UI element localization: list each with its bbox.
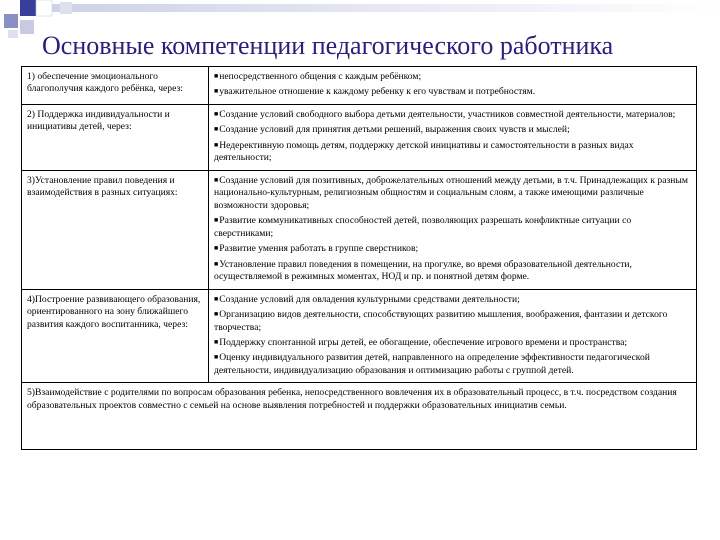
list-item: ■Развитие коммуникативных способностей детей, позволяющих разрешать конфликтные ситуации со сверстниками; bbox=[214, 215, 632, 239]
row-items bbox=[209, 104, 697, 170]
list-item: ■Поддержку спонтанной игры детей, ее обогащение, обеспечение игрового времени и пространства; bbox=[214, 336, 628, 348]
square-bullet-icon: ■ bbox=[214, 140, 219, 149]
list-item: ■Развитие умения работать в группе сверстников; bbox=[214, 243, 419, 255]
square-bullet-icon: ■ bbox=[214, 337, 219, 346]
square-bullet-icon: ■ bbox=[214, 109, 219, 118]
square-bullet-icon: ■ bbox=[214, 72, 219, 80]
table-row bbox=[22, 289, 697, 383]
square-bullet-icon: ■ bbox=[214, 125, 219, 134]
table-row bbox=[22, 383, 697, 450]
list-item: ■Недерективную помощь детям, поддержку детской инициативы и самостоятельности в разных видах деятельности; bbox=[214, 139, 634, 164]
row-label: 4)Построение развивающего образования, ориентированного на зону ближайшего развития каждого воспитанника, через: bbox=[22, 289, 209, 383]
competencies-table bbox=[21, 66, 697, 450]
row-label: 1) обеспечение эмоционального благополучия каждого ребёнка, через: bbox=[22, 67, 209, 105]
list-item: ■непосредственного общения с каждым ребёнком; bbox=[214, 71, 422, 82]
row-items bbox=[209, 289, 697, 383]
square-bullet-icon: ■ bbox=[214, 294, 219, 303]
square-bullet-icon: ■ bbox=[214, 244, 219, 253]
square-bullet-icon: ■ bbox=[214, 87, 219, 96]
table-row bbox=[22, 104, 697, 170]
square-bullet-icon: ■ bbox=[214, 353, 219, 362]
table-row bbox=[22, 67, 697, 105]
list-item: ■Создание условий для овладения культурными средствами деятельности; bbox=[214, 293, 520, 305]
table-row bbox=[22, 170, 697, 289]
row-label: 2) Поддержка индивидуальности и инициативы детей, через: bbox=[22, 104, 209, 170]
page-title: Основные компетенции педагогического работника bbox=[42, 31, 614, 60]
list-item: ■Организацию видов деятельности, способствующих развитию мышления, воображения, фантазии и детского творчества; bbox=[214, 309, 668, 333]
list-item: ■уважительное отношение к каждому ребенку к его чувствам и потребностям. bbox=[214, 86, 536, 98]
row-items bbox=[209, 170, 697, 289]
list-item: ■Создание условий для позитивных, доброжелательных отношений между детьми, в т.ч. Принадлежащих к разным национально-культурным, религиозным общностям и социальным слоям, а также имеющими различные возможности здоровья; bbox=[214, 174, 688, 211]
list-item: ■Оценку индивидуального развития детей, направленного на определение эффективности педагогической деятельности, индивидуализацию образования и оптимизацию работы с группой детей. bbox=[214, 352, 650, 376]
list-item: ■Создание условий для принятия детьми решений, выражения своих чувств и мыслей; bbox=[214, 124, 570, 136]
square-bullet-icon: ■ bbox=[214, 175, 219, 184]
square-bullet-icon: ■ bbox=[214, 259, 219, 268]
list-item: ■Установление правил поведения в помещении, на прогулке, во время образовательной деятельности, осуществляемой в режимных моментах, НОД и пр. и понятной детям форме. bbox=[214, 258, 632, 283]
bottom-row-text: 5)Взаимодействие с родителями по вопросам образования ребенка, непосредственного вовлечения их в образовательный процесс, в т.ч. посредством создания образовательных проектов совместно с семьей на основе выявления потребностей и поддержки образовательных инициатив семьи. bbox=[22, 383, 697, 450]
list-item: ■Создание условий свободного выбора детьми деятельности, участников совместной деятельности, материалов; bbox=[214, 108, 676, 120]
square-bullet-icon: ■ bbox=[214, 310, 219, 319]
row-items bbox=[209, 67, 697, 105]
row-label: 3)Установление правил поведения и взаимодействия в разных ситуациях: bbox=[22, 170, 209, 289]
square-bullet-icon: ■ bbox=[214, 216, 219, 225]
